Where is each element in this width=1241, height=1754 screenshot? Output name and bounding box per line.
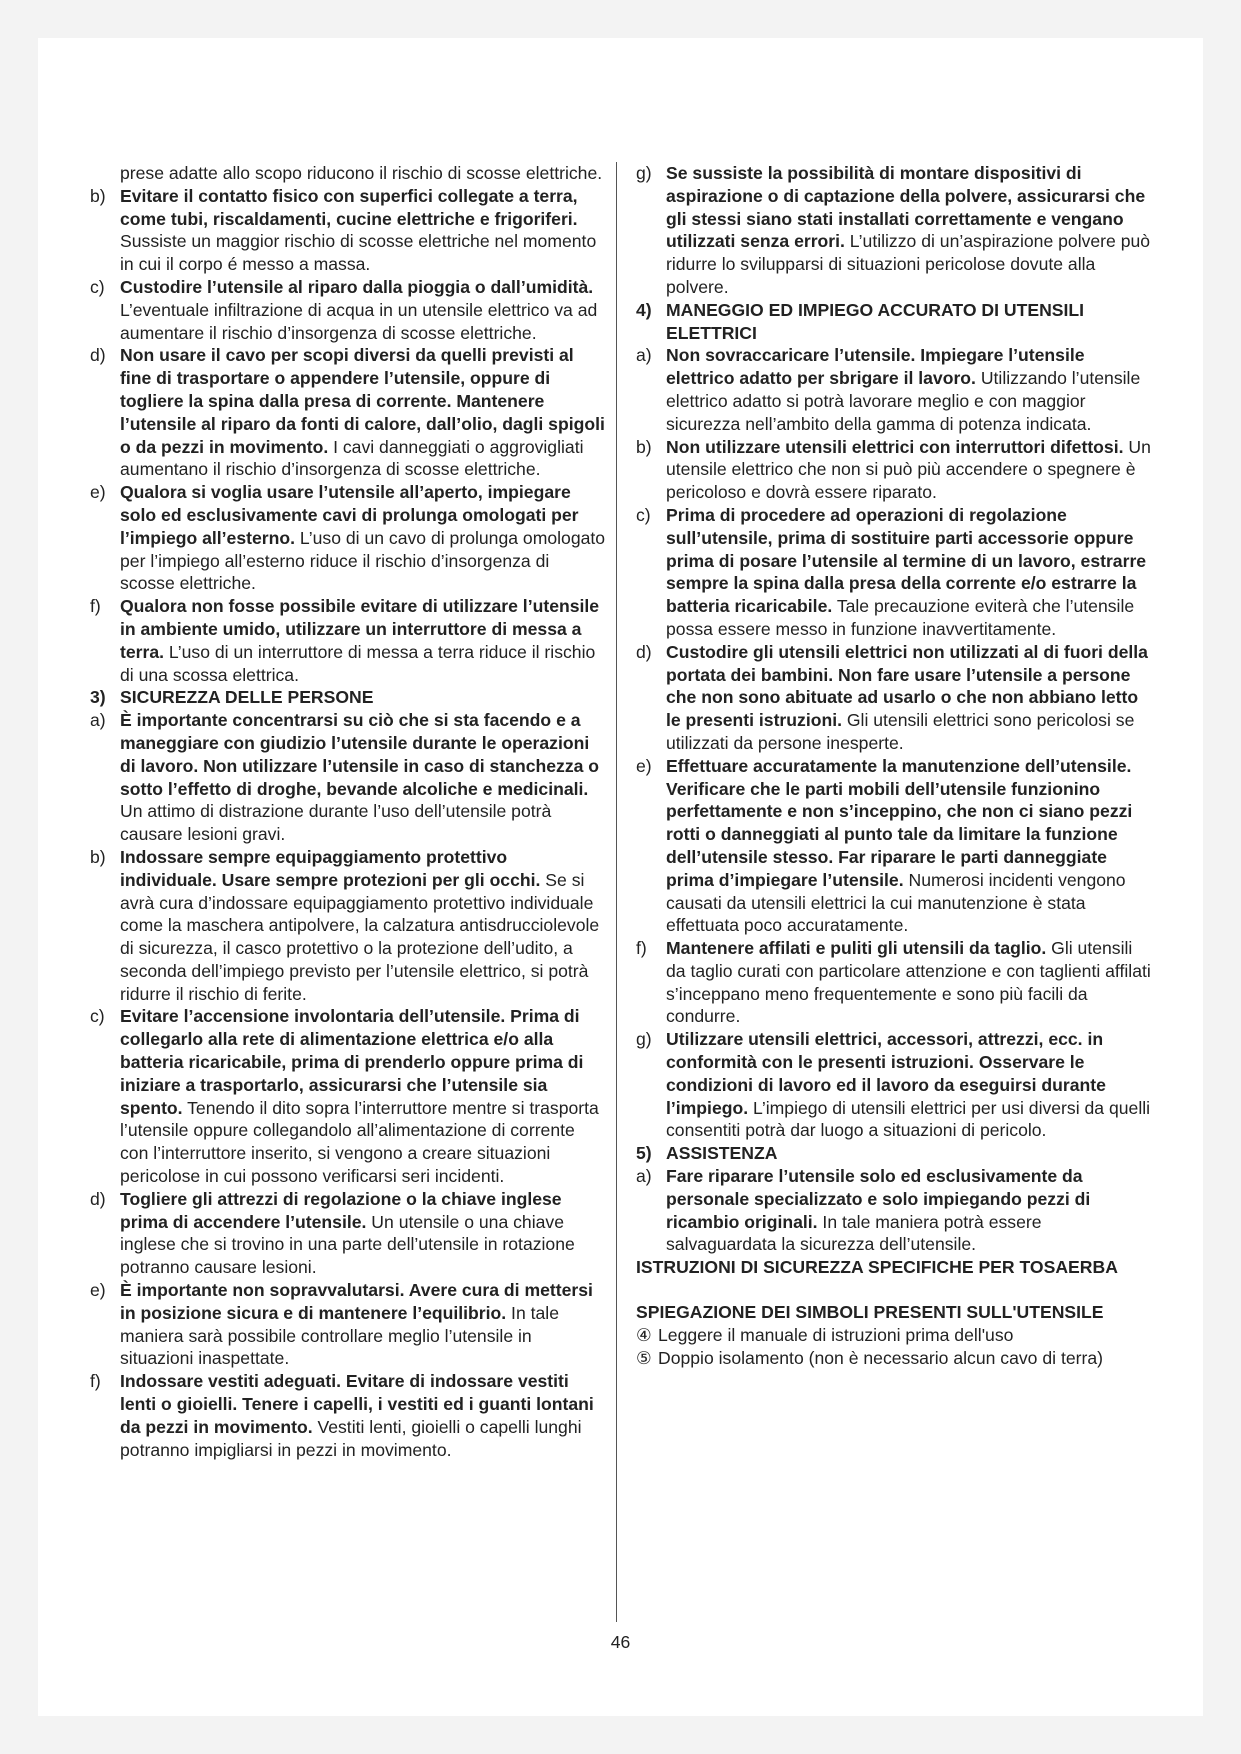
item-marker: e) xyxy=(636,755,652,776)
list-item-g xyxy=(636,1028,1152,1142)
item-marker: c) xyxy=(636,504,651,525)
list-item-d xyxy=(90,1188,606,1279)
item-text: Numerosi incidenti vengono causati da utensili elettrici la cui manutenzione è stata effettuata poco accuratamente. xyxy=(666,869,1126,936)
item-bold: Qualora non fosse possibile evitare di utilizzare l’utensile in ambiente umido, utilizzare un interruttore di messa a terra. xyxy=(120,596,600,662)
item-text: L’uso di un cavo di prolunga omologato per l’impiego all’esterno riduce il rischio d’insorgenza di scosse elettriche. xyxy=(120,527,606,594)
section-heading-3 xyxy=(90,686,606,709)
heading-marker: 5) xyxy=(636,1143,652,1164)
item-bold: Se sussiste la possibilità di montare dispositivi di aspirazione o di captazione della polvere, assicurarsi che gli stessi siano stati installati correttamente e vengano utilizzati senza errori. xyxy=(666,163,1146,252)
item-bold: Effettuare accuratamente la manutenzione dell’utensile. Verificare che le parti mobili dell’utensile funzionino perfettamente e non s’inceppino, che non ci siano pezzi rotti o danneggiati al punto tale da limitare la funzione dell’utensile stesso. Far riparare le parti danneggiate prima d’impiegare l’utensile. xyxy=(666,755,1133,890)
section-heading-5 xyxy=(636,1142,1152,1165)
item-text: Se si avrà cura d’indossare equipaggiamento protettivo individuale come la maschera antipolvere, la calzatura antisdrucciolevole di sicurezza, il casco protettivo o la protezione dell’udito, a seconda dell’impiego previsto per l’utensile elettrico, si potrà ridurre il rischio di ferite. xyxy=(120,869,600,1004)
item-text: L’utilizzo di un’aspirazione polvere può ridurre lo svilupparsi di situazioni pericolose dovute alla polvere. xyxy=(666,231,1151,297)
heading-marker: 3) xyxy=(90,687,106,708)
item-marker: a) xyxy=(636,345,652,366)
list-item-e xyxy=(90,1279,606,1370)
heading-marker: 4) xyxy=(636,299,652,320)
item-bold: Custodire gli utensili elettrici non utilizzati al di fuori della portata dei bambini. Non fare usare l’utensile a persone che non sono abituate ad usarlo o che non abbiano letto le presenti istruzioni. xyxy=(666,641,1148,731)
symbol-marker: ⑤ xyxy=(636,1347,652,1368)
item-bold: Non utilizzare utensili elettrici con interruttori difettosi. xyxy=(666,436,1124,457)
item-text: L’uso di un interruttore di messa a terra riduce il rischio di una scossa elettrica. xyxy=(120,641,596,685)
item-marker: e) xyxy=(90,1280,106,1301)
section-heading-4 xyxy=(636,299,1152,345)
item-bold: Indossare vestiti adeguati. Evitare di indossare vestiti lenti o gioielli. Tenere i capelli, i vestiti ed i guanti lontani da pezzi in movimento. xyxy=(120,1371,594,1437)
item-text: I cavi danneggiati o aggrovigliati aumentano il rischio d’insorgenza di scosse elettriche. xyxy=(120,436,584,480)
list-item-d xyxy=(636,641,1152,755)
item-marker: d) xyxy=(90,1188,106,1209)
heading-text: MANEGGIO ED IMPIEGO ACCURATO DI UTENSILI ELETTRICI xyxy=(666,299,1085,343)
item-text: Tenendo il dito sopra l’interruttore mentre si trasporta l’utensile oppure collegandolo all’alimentazione di corrente con l’interruttore inserito, si vengono a creare situazioni pericolose in cui possono verificarsi seri incidenti. xyxy=(120,1097,599,1187)
item-text: Tale precauzione eviterà che l’utensile possa essere messo in funzione inavvertitamente. xyxy=(666,596,1135,639)
item-marker: e) xyxy=(90,482,106,503)
list-item-b xyxy=(636,436,1152,504)
symbol-marker: ④ xyxy=(636,1324,652,1345)
item-bold: Custodire l’utensile al riparo dalla pioggia o dall’umidità. xyxy=(120,276,594,297)
item-text: Un utensile o una chiave inglese che si trovino in una parte dell’utensile in rotazione potranno causare lesioni. xyxy=(120,1211,575,1278)
item-bold: Utilizzare utensili elettrici, accessori, attrezzi, ecc. in conformità con le presenti istruzioni. Osservare le condizioni di lavoro ed il lavoro da eseguirsi durante l’impiego. xyxy=(666,1029,1106,1118)
item-bold: Fare riparare l’utensile solo ed esclusivamente da personale specializzato e solo impiegando pezzi di ricambio originali. xyxy=(666,1166,1091,1232)
item-marker: f) xyxy=(90,1371,101,1392)
item-marker: a) xyxy=(90,710,106,731)
item-text: In tale maniera sarà possibile controllare meglio l’utensile in situazioni inaspettate. xyxy=(120,1302,559,1369)
item-text: L’eventuale infiltrazione di acqua in un utensile elettrico va ad aumentare il rischio d’insorgenza di scosse elettriche. xyxy=(120,299,598,343)
left-column xyxy=(90,162,606,1461)
list-item-a xyxy=(636,344,1152,435)
document-page xyxy=(38,38,1203,1716)
list-item-c xyxy=(90,276,606,344)
item-text: Un utensile elettrico che non si può più accendere o spegnere è pericoloso e dovrà essere riparato. xyxy=(666,436,1151,503)
item-bold: Evitare l’accensione involontaria dell’utensile. Prima di collegarlo alla rete di alimentazione elettrica e/o alla batteria ricaricabile, prima di prenderlo oppure prima di iniziare a trasportarlo, assicurarsi che l’utensile sia spento. xyxy=(120,1006,584,1118)
intro-text: prese adatte allo scopo riducono il rischio di scosse elettriche. xyxy=(120,163,603,183)
list-item-b xyxy=(90,185,606,276)
item-bold: Togliere gli attrezzi di regolazione o la chiave inglese prima di accendere l’utensile. xyxy=(120,1188,562,1232)
list-item-b xyxy=(90,846,606,1006)
symbol-item xyxy=(636,1324,1152,1347)
item-bold: Evitare il contatto fisico con superfici collegate a terra, come tubi, riscaldamenti, cucine elettriche e frigoriferi. xyxy=(120,185,578,229)
list-item-f xyxy=(90,1370,606,1461)
list-item-g xyxy=(636,162,1152,299)
section-title-specific: ISTRUZIONI DI SICUREZZA SPECIFICHE PER TOSAERBA xyxy=(636,1257,1118,1278)
list-item-f xyxy=(636,937,1152,1028)
heading-text: SICUREZZA DELLE PERSONE xyxy=(120,687,374,708)
list-item-e xyxy=(636,755,1152,937)
item-bold: Non usare il cavo per scopi diversi da quelli previsti al fine di trasportare o appendere l’utensile, oppure di togliere la spina dalla presa di corrente. Mantenere l’utensile al riparo da fonti di calore, dall’olio, dagli spigoli o da pezzi in movimento. xyxy=(120,345,605,457)
item-bold: Qualora si voglia usare l’utensile all’aperto, impiegare solo ed esclusivamente cavi di prolunga omologati per l’impiego all’esterno. xyxy=(120,482,579,548)
list-item-f xyxy=(90,595,606,686)
item-marker: a) xyxy=(636,1166,652,1187)
symbol-text: Leggere il manuale di istruzioni prima dell'uso xyxy=(658,1324,1014,1345)
symbol-item xyxy=(636,1347,1152,1370)
list-item-c xyxy=(90,1005,606,1187)
item-marker: f) xyxy=(90,596,101,617)
item-text: Sussiste un maggior rischio di scosse elettriche nel momento in cui il corpo é messo a massa. xyxy=(120,231,597,275)
symbol-text: Doppio isolamento (non è necessario alcun cavo di terra) xyxy=(658,1347,1103,1368)
item-marker: b) xyxy=(90,846,106,867)
item-text: Gli utensili da taglio curati con particolare attenzione e con taglienti affilati s’inceppano meno frequentemente e sono più facili da condurre. xyxy=(666,938,1151,1027)
list-item-c xyxy=(636,504,1152,641)
item-bold: Mantenere affilati e puliti gli utensili da taglio. xyxy=(666,938,1047,959)
column-divider xyxy=(616,162,617,1622)
spacer xyxy=(636,1279,1152,1301)
item-bold: È importante concentrarsi su ciò che si sta facendo e a maneggiare con giudizio l’utensile durante le operazioni di lavoro. Non utilizzare l’utensile in caso di stanchezza o sotto l’effetto di droghe, bevande alcoliche e medicinali. xyxy=(120,710,600,799)
item-bold: Non sovraccaricare l’utensile. Impiegare l’utensile elettrico adatto per sbrigare il lavoro. xyxy=(666,345,1085,389)
list-item-a xyxy=(636,1165,1152,1256)
right-column xyxy=(636,162,1152,1369)
item-marker: b) xyxy=(636,436,652,457)
item-marker: c) xyxy=(90,276,105,297)
item-text: Utilizzando l’utensile elettrico adatto si potrà lavorare meglio e con maggior sicurezza nell’ambito della gamma di potenza indicata. xyxy=(666,368,1141,434)
list-item-e xyxy=(90,481,606,595)
page-number: 46 xyxy=(610,1632,631,1652)
item-text: In tale maniera potrà essere salvaguardata la sicurezza dell’utensile. xyxy=(666,1211,1042,1255)
item-marker: d) xyxy=(636,641,652,662)
item-text: Gli utensili elettrici sono pericolosi se utilizzati da persone inesperte. xyxy=(666,710,1135,753)
item-text: L’impiego di utensili elettrici per usi diversi da quelli consentiti potrà dar luogo a situazioni di pericolo. xyxy=(666,1097,1151,1141)
list-item-d xyxy=(90,344,606,481)
item-text: Un attimo di distrazione durante l’uso dell’utensile potrà causare lesioni gravi. xyxy=(120,801,552,845)
list-item-a xyxy=(90,709,606,846)
heading-text: ASSISTENZA xyxy=(666,1143,778,1164)
section-title-symbols: SPIEGAZIONE DEI SIMBOLI PRESENTI SULL'UTENSILE xyxy=(636,1302,1104,1323)
item-marker: g) xyxy=(636,163,652,183)
item-text: Vestiti lenti, gioielli o capelli lunghi potranno impigliarsi in pezzi in movimento. xyxy=(120,1416,582,1460)
item-marker: b) xyxy=(90,185,106,206)
item-bold: Prima di procedere ad operazioni di regolazione sull’utensile, prima di sostituire parti accessorie oppure prima di posare l’utensile al termine di un lavoro, estrarre sempre la spina dalla presa della corrente e/o estrarre la batteria ricaricabile. xyxy=(666,504,1147,617)
item-marker: g) xyxy=(636,1029,652,1050)
item-bold: Indossare sempre equipaggiamento protettivo individuale. Usare sempre protezioni per gli occhi. xyxy=(120,846,541,890)
item-marker: d) xyxy=(90,345,106,366)
item-bold: È importante non sopravvalutarsi. Avere cura di mettersi in posizione sicura e di mantenere l’equilibrio. xyxy=(120,1280,593,1323)
item-marker: c) xyxy=(90,1006,105,1027)
item-marker: f) xyxy=(636,938,647,959)
